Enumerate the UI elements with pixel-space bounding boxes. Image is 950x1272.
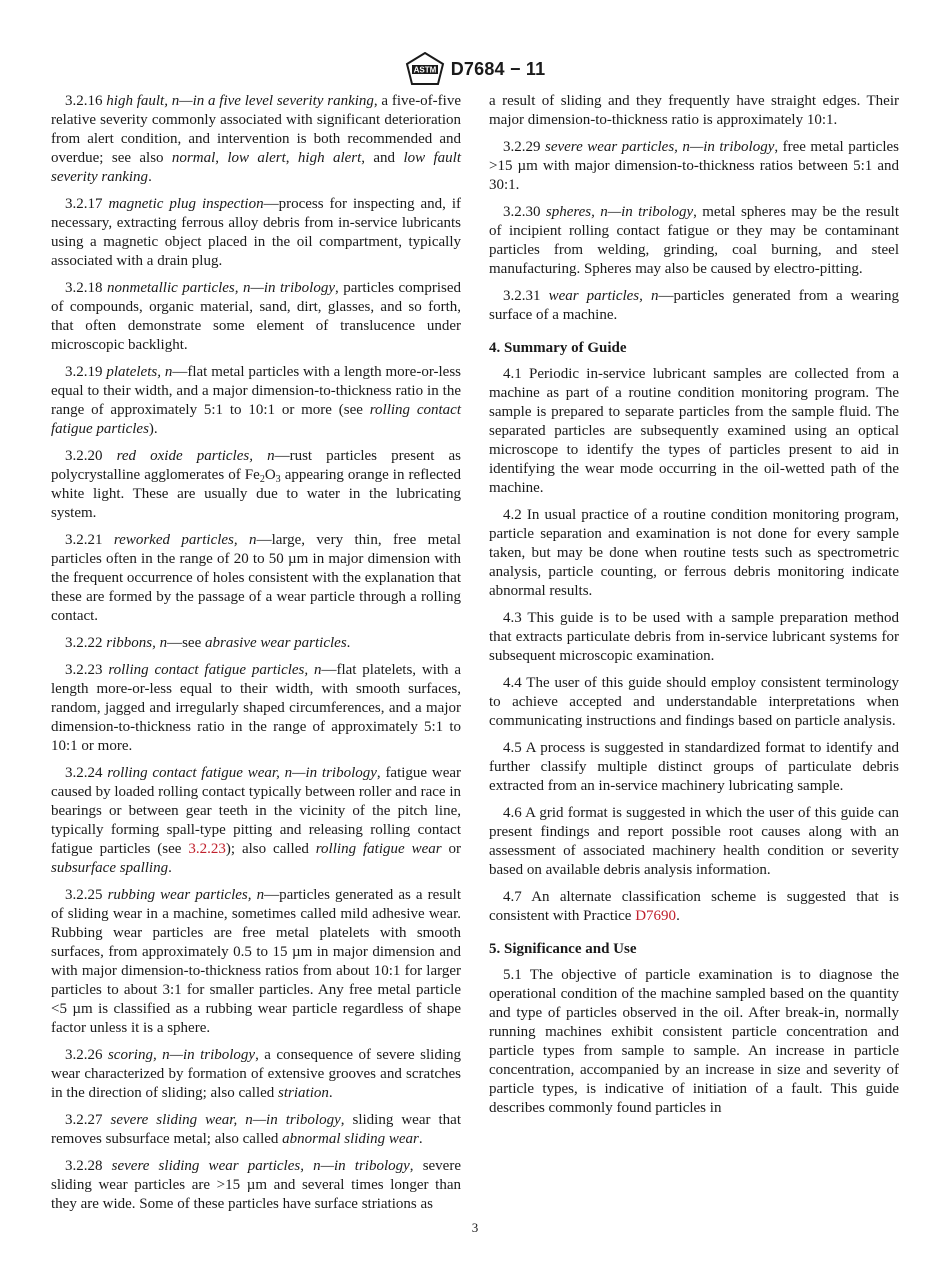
- paragraph-4-3: 4.3 This guide is to be used with a sample preparation method that extracts particulate debris from in-service lubricant systems for subsequent microscopic examination.: [489, 610, 899, 664]
- paragraph-4-4: 4.4 The user of this guide should employ consistent terminology to achieve accepted and understandable interpretations when communicating instructions and findings based on particle analysis.: [489, 675, 899, 729]
- definition-3-2-30: 3.2.30 spheres, n—in tribology, metal spheres may be the result of incipient rolling contact fatigue or they may be contaminant particles from welding, grinding, coal burning, and steel manufacturing. Spheres may also be caused by electro-pitting.: [489, 204, 900, 277]
- definition-3-2-31: 3.2.31 wear particles, n—particles generated from a wearing surface of a machine.: [489, 288, 899, 323]
- link-3-2-23[interactable]: 3.2.23: [188, 841, 226, 857]
- paragraph-4-5: 4.5 A process is suggested in standardized format to identify and further classify multiple distinct groups of particulate debris extracted from an in-service machinery lubricating sample.: [489, 740, 899, 794]
- definition-3-2-29: 3.2.29 severe wear particles, n—in tribology, free metal particles >15 µm with major dimension-to-thickness ratios between 5:1 and 30:1.: [489, 139, 900, 193]
- page-header: [0, 52, 950, 86]
- page-number: 3: [471, 1220, 479, 1235]
- definition-3-2-26: 3.2.26 scoring, n—in tribology, a consequence of severe sliding wear characterized by formation of extensive grooves and scratches in the direction of sliding; also called striation.: [51, 1047, 461, 1101]
- definition-3-2-24: 3.2.24 rolling contact fatigue wear, n—in tribology, fatigue wear caused by loaded rolling contact typically between roller and race in bearings or between gear teeth in the vicinity of the pitch line, typically forming spall-type pitting and releasing rolling contact fatigue particles (see 3.2.23); also called rolling fatigue wear or subsurface spalling.: [51, 765, 462, 876]
- definition-3-2-16: 3.2.16 high fault, n—in a five level severity ranking, a five-of-five relative severity commonly associated with significant deterioration from alert condition, and intervention is both recommended and overdue; see also normal, low alert, high alert, and low fault severity ranking.: [51, 93, 461, 185]
- definition-3-2-25: 3.2.25 rubbing wear particles, n—particles generated as a result of sliding wear in a machine, sometimes called mild adhesive wear. Rubbing wear particles are free metal platelets with smooth surfaces, from approximately 0.5 to 15 µm in major dimension and with major dimension-to-thickness ratios from about 10:1 for larger particles to about 3:1 for smaller particles. Any free metal particle <5 µm is classified as a rubbing wear particle regardless of shape factor unless it is a sphere.: [51, 887, 462, 1036]
- definition-3-2-19: 3.2.19 platelets, n—flat metal particles with a length more-or-less equal to their width, and a major dimension-to-thickness ratio in the range of approximately 5:1 to 10:1 or more (see rolling contact fatigue particles).: [51, 364, 462, 437]
- definition-3-2-21: 3.2.21 reworked particles, n—large, very thin, free metal particles often in the range of 20 to 50 µm in major dimension with the frequent occurrence of holes consistent with the explanation that these are formed by the passage of a wear particle through a rolling contact.: [51, 532, 461, 624]
- left-column: [51, 92, 461, 1222]
- definition-3-2-28-continued: a result of sliding and they frequently have straight edges. Their major dimension-to-thickness ratio is approximately 10:1.: [489, 93, 899, 128]
- right-column: [489, 92, 899, 1126]
- section-4-heading: 4. Summary of Guide: [489, 340, 627, 356]
- definition-3-2-17: 3.2.17 magnetic plug inspection—process for inspecting and, if necessary, extracting ferrous alloy debris from in-service lubricants using a magnetic object placed in the oil compartment, typically associated with a drain plug.: [51, 196, 462, 269]
- paragraph-4-1: 4.1 Periodic in-service lubricant samples are collected from a machine as part of a routine condition monitoring program. The sample is prepared to separate particles from the sample fluid. The separated particles are subsequently examined using an optical microscope to identify the types of particles present to aid in identifying the wear mode occurring in the oil-wetted path of the machine.: [489, 366, 899, 496]
- definition-3-2-28: 3.2.28 severe sliding wear particles, n—in tribology, severe sliding wear particles are >15 µm and several times longer than they are wide. Some of these particles have surface striations as: [51, 1158, 461, 1212]
- astm-logo-icon: [405, 52, 445, 86]
- document-designation: D7684 − 11: [450, 58, 546, 79]
- definition-3-2-22: 3.2.22 ribbons, n—see abrasive wear particles.: [65, 635, 351, 651]
- definition-3-2-27: 3.2.27 severe sliding wear, n—in tribology, sliding wear that removes subsurface metal; also called abnormal sliding wear.: [51, 1112, 461, 1147]
- section-5-heading: 5. Significance and Use: [489, 941, 637, 957]
- link-d7690[interactable]: D7690: [635, 908, 677, 924]
- paragraph-5-1: 5.1 The objective of particle examination is to diagnose the operational condition of the machine sampled based on the quantity and type of particles observed in the oil. After break-in, normally running machines exhibit consistent particle concentration and particle types from sample to sample. An increase in particle concentration, accompanied by an increase in size and severity of particle types, is indicative of initiation of a fault. This guide describes commonly found particles in: [489, 967, 899, 1116]
- paragraph-4-6: 4.6 A grid format is suggested in which the user of this guide can present findings and report possible root causes along with an assessment of associated machinery health condition or severity based on available debris analysis information.: [489, 805, 899, 878]
- paragraph-4-2: 4.2 In usual practice of a routine condition monitoring program, particle separation and examination is not done for every sample taken, but may be done when routine tests such as spectrometric analysis, particle counting, or ferrous debris monitoring indicate abnormal results.: [489, 507, 899, 599]
- definition-3-2-20: 3.2.20 red oxide particles, n—rust particles present as polycrystalline agglomerates of $Fe_2O_3$ appearing orange in reflected white light. These are usually due to water in the lubricating system.: [51, 448, 461, 521]
- definition-3-2-23: 3.2.23 rolling contact fatigue particles, n—flat platelets, with a length more-or-less equal to their width, with smooth surfaces, random, jagged and irregularly shaped circumferences, and a major dimension-to-thickness ratio in the range of approximately 5:1 to 10:1 or more.: [51, 662, 462, 754]
- paragraph-4-7: 4.7 An alternate classification scheme is suggested that is consistent with Practice D7690.: [489, 889, 899, 924]
- astm-logo-text: ASTM: [413, 65, 437, 75]
- definition-3-2-18: 3.2.18 nonmetallic particles, n—in tribology, particles comprised of compounds, organic material, sand, dirt, glasses, and so forth, that often demonstrate some element of translucence under microscopic backlight.: [51, 280, 461, 353]
